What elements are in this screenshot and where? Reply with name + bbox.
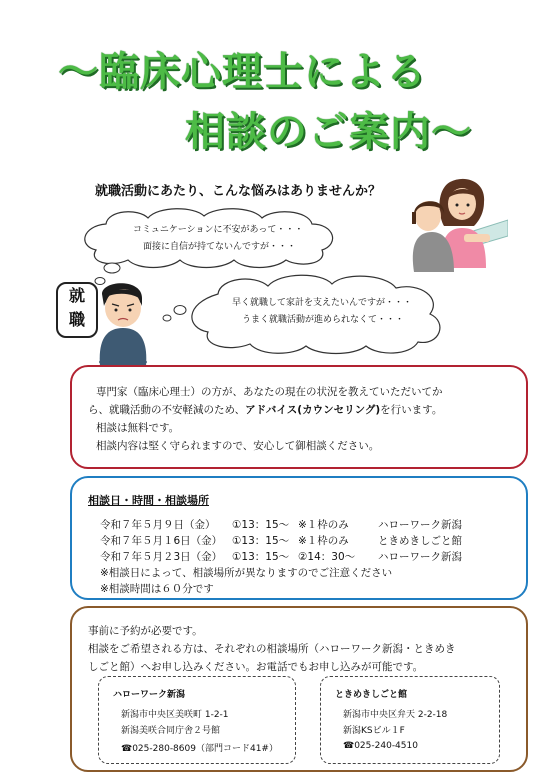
reservation-line-2: 相談をご希望される方は、それぞれの相談場所（ハローワーク新潟・ときめき bbox=[88, 643, 456, 655]
badge-char-2: 職 bbox=[68, 310, 85, 329]
schedule-date: 令和７年５月９日（金） bbox=[100, 519, 216, 531]
schedule-place: ハローワーク新潟 bbox=[378, 519, 462, 531]
intro-line-1: 専門家（臨床心理士）の方が、あなたの現在の状況を教えていただいてか bbox=[96, 386, 443, 398]
schedule-note-1: ※相談日によって、相談場所が異なりますのでご注意ください bbox=[100, 567, 393, 579]
reservation-line-3: しごと館）へお申し込みください。お電話でもお申し込みが可能です。 bbox=[88, 661, 424, 673]
office-card-hellowork bbox=[98, 676, 296, 764]
title-line-1: ～臨床心理士による bbox=[58, 49, 427, 95]
office-address-1: 新潟市中央区美咲町 1-2-1 bbox=[121, 710, 229, 720]
question-text: 就職活動にあたり、こんな悩みはありませんか？ bbox=[95, 184, 382, 199]
cloud-left-line-1: コミュニケーションに不安があって・・・ bbox=[133, 225, 304, 235]
schedule-slot-2: ※１枠のみ bbox=[298, 519, 349, 531]
schedule-place: ときめきしごと館 bbox=[378, 535, 462, 547]
worried-man-illustration bbox=[94, 280, 152, 366]
schedule-slot-1: ①13：15～ bbox=[232, 535, 290, 547]
client-illustration bbox=[392, 198, 454, 272]
office-phone: ☎025-280-8609（部門コード41#） bbox=[121, 744, 278, 754]
schedule-date: 令和７年５月１6日（金） bbox=[100, 535, 223, 547]
schedule-slot-1: ①13：15～ bbox=[232, 519, 290, 531]
office-address-2: 新潟KSビル１F bbox=[343, 726, 405, 736]
schedule-place: ハローワーク新潟 bbox=[378, 551, 462, 563]
cloud-right-line-2: うまく就職活動が進められなくて・・・ bbox=[242, 315, 405, 325]
reservation-line-1: 事前に予約が必要です。 bbox=[88, 625, 203, 637]
intro-line-2-start: ら、就職活動の不安軽減のため、 bbox=[88, 404, 246, 416]
intro-line-3: 相談は無料です。 bbox=[96, 422, 180, 434]
intro-advice-emphasis: アドバイス(カウンセリング) bbox=[245, 404, 381, 416]
office-name: ハローワーク新潟 bbox=[113, 690, 186, 700]
office-address-1: 新潟市中央区弁天 2-2-18 bbox=[343, 710, 448, 720]
schedule-heading: 相談日・時間・相談場所 bbox=[88, 494, 209, 507]
intro-line-4: 相談内容は堅く守られますので、安心して御相談ください。 bbox=[96, 440, 380, 452]
office-phone: ☎025-240-4510 bbox=[343, 741, 418, 751]
intro-box bbox=[70, 365, 528, 469]
title-line-2: 相談のご案内～ bbox=[185, 109, 472, 155]
office-card-tokimeki bbox=[320, 676, 500, 764]
cloud-left-line-2: 面接に自信が持てないんですが・・・ bbox=[143, 242, 297, 252]
office-name: ときめきしごと館 bbox=[335, 690, 408, 700]
schedule-note-2: ※相談時間は６０分です bbox=[100, 583, 214, 595]
schedule-slot-1: ①13：15～ bbox=[232, 551, 290, 563]
schedule-date: 令和７年５月２3日（金） bbox=[100, 551, 223, 563]
cloud-right-line-1: 早く就職して家計を支えたいんですが・・・ bbox=[232, 298, 413, 308]
job-badge bbox=[56, 282, 98, 338]
schedule-slot-2: ※１枠のみ bbox=[298, 535, 349, 547]
schedule-slot-2: ②14：30～ bbox=[298, 551, 356, 563]
intro-line-2-end: を行います。 bbox=[380, 404, 443, 416]
intro-line-2 bbox=[88, 402, 442, 417]
badge-char-1: 就 bbox=[68, 286, 85, 305]
thought-trail-right bbox=[160, 302, 188, 324]
office-address-2: 新潟美咲合同庁舎２号館 bbox=[121, 726, 221, 736]
